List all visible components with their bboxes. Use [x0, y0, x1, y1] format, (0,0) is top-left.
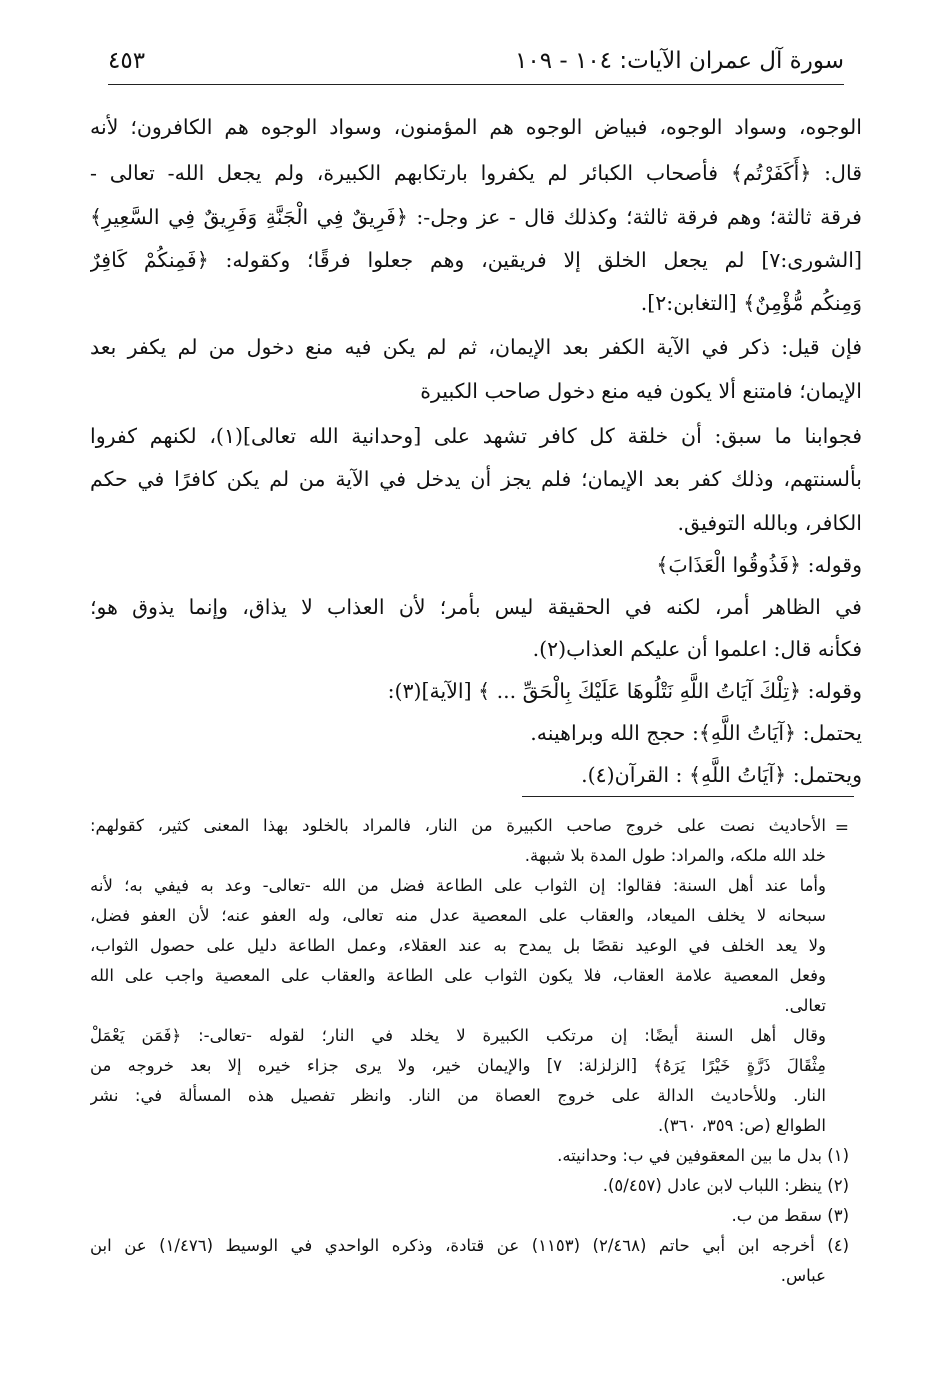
body-line: ويحتمل: ﴿آيَاتُ اللَّهِ﴾ : القرآن(٤). — [581, 763, 862, 787]
footnote-line: سبحانه لا يخلف الميعاد، والعقاب على المعصية عدل منه تعالى، وله العفو عنه؛ لأن العفو فضل، — [90, 906, 826, 925]
body-line: وقوله: ﴿فَذُوقُوا الْعَذَابَ﴾ — [656, 553, 862, 577]
footnote-line: خلد الله ملكه، والمراد: طول المدة بلا شبهة. — [524, 846, 826, 865]
body-line: فإن قيل: ذكر في الآية الكفر بعد الإيمان، ثم لم يكن فيه منع دخول من لم يكفر بعد — [90, 335, 862, 359]
footnote-line: تعالى. — [784, 996, 826, 1015]
body-line: يحتمل: ﴿آيَاتُ اللَّهِ﴾: حجج الله وبراهينه. — [530, 721, 862, 745]
body-line: فجوابنا ما سبق: أن خلقة كل كافر تشهد على [وحدانية الله تعالى](١)، لكنهم كفروا — [90, 424, 862, 448]
footnote-4: (٤) أخرجه ابن أبي حاتم (٢/٤٦٨) (١١٥٣) عن قتادة، وذكره الواحدي في الوسيط (١/٤٧٦) عن ابن — [90, 1236, 849, 1255]
footnote-3: (٣) سقط من ب. — [731, 1206, 849, 1225]
body-line: الإيمان؛ فامتنع ألا يكون فيه منع دخول صاحب الكبيرة — [420, 379, 862, 403]
page-number: ٤٥٣ — [108, 48, 146, 74]
body-line: بألسنتهم، وذلك كفر بعد الإيمان؛ فلم يجز أن يدخل في الآية من لم يكن كافرًا في حكم — [90, 467, 862, 491]
body-line: الكافر، وبالله التوفيق. — [677, 511, 862, 535]
footnote-line: وقال أهل السنة أيضًا: إن مرتكب الكبيرة لا يخلد في النار؛ لقوله -تعالى-: ﴿فَمَن يَعْمَلْ — [90, 1026, 826, 1045]
body-line: فكأنه قال: اعلموا أن عليكم العذاب(٢). — [532, 637, 862, 661]
body-line: الوجوه، وسواد الوجوه، فبياض الوجوه هم المؤمنون، وسواد الوجوه هم الكافرون؛ لأنه — [90, 115, 862, 139]
body-line: وقوله: ﴿تِلْكَ آيَاتُ اللَّهِ نَتْلُوهَا عَلَيْكَ بِالْحَقِّ ... ﴾ [الآية](٣): — [387, 679, 862, 703]
footnote-separator — [522, 796, 854, 797]
footnote-line: النار. وللأحاديث الدالة على خروج العصاة من النار. وانظر تفصيل هذه المسألة في: نشر — [90, 1086, 826, 1105]
footnote-line: الطوالع (ص: ٣٥٩، ٣٦٠). — [658, 1116, 826, 1135]
footnote-line: وفعل المعصية علامة العقاب، فلا يكون الثواب على الطاعة والعقاب على المعصية واجب على الله — [90, 966, 826, 985]
footnote-4-continued: عباس. — [780, 1266, 826, 1285]
body-line: وَمِنكُم مُّؤْمِنٌ﴾ [التغابن:٢]. — [640, 291, 862, 315]
footnote-line: وأما عند أهل السنة: فقالوا: إن الثواب على الطاعة فضل من الله -تعالى- وعد به فيفي به؛ لأنه — [90, 876, 826, 895]
running-title: سورة آل عمران الآيات: ١٠٤ - ١٠٩ — [514, 48, 844, 74]
page-header — [108, 44, 844, 85]
footnote-1: (١) بدل ما بين المعقوفين في ب: وحدانيته. — [557, 1146, 849, 1165]
body-line: [الشورى:٧] لم يجعل الخلق إلا فريقين، وهم جعلوا فرقًا؛ وكقوله: ﴿فَمِنكُمْ كَافِرٌ — [90, 248, 862, 272]
footnote-line: الأحاديث نصت على خروج صاحب الكبيرة من النار، فالمراد بالخلود بهذا المعنى كثير، كقولهم: — [90, 816, 826, 835]
body-line: فرقة ثالثة؛ وهم فرقة ثالثة؛ وكذلك قال - عز وجل-: ﴿فَرِيقٌ فِي الْجَنَّةِ وَفَرِيقٌ فِي السَّعِيرِ﴾ — [90, 205, 862, 229]
footnote-line: مِثْقَالَ ذَرَّةٍ خَيْرًا يَرَهُ﴾ [الزلزلة: ٧] والإيمان خير، ولا يرى جزاء خيره إلا بعد خروجه من — [90, 1056, 826, 1075]
body-line: في الظاهر أمر، لكنه في الحقيقة ليس بأمر؛ لأن العذاب لا يذاق، وإنما يذوق هو؛ — [90, 595, 862, 619]
footnote-continuation-marker: = — [834, 818, 849, 838]
footnote-line: ولا يعد الخلف في الوعيد نقصًا بل يمدح به عند العقلاء، وعمل الطاعة دليل على حصول الثواب، — [90, 936, 826, 955]
footnote-2: (٢) ينظر: اللباب لابن عادل (٥/٤٥٧). — [602, 1176, 849, 1195]
body-line: قال: ﴿أَكَفَرْتُم﴾ فأصحاب الكبائر لم يكفروا بارتكابهم الكبيرة، ولم يجعل الله- تعالى - — [90, 161, 862, 185]
